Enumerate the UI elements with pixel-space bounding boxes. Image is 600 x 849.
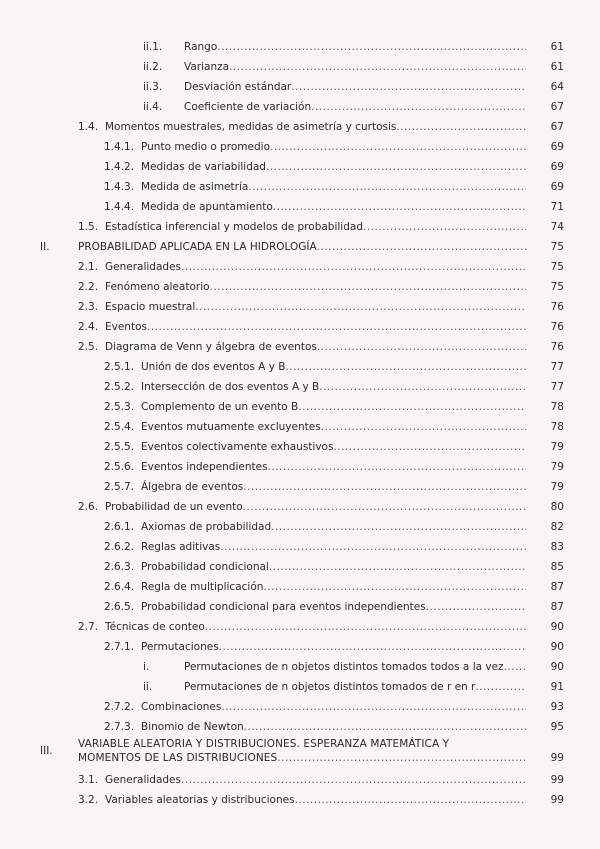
toc-entry-title-line1: VARIABLE ALEATORIA Y DISTRIBUCIONES. ESPERANZA MATEMÁTICA Y xyxy=(78,738,450,750)
toc-entry[interactable] xyxy=(0,720,600,734)
toc-entry[interactable] xyxy=(0,640,600,654)
toc-entry-page: 85 xyxy=(550,561,564,573)
toc-entry[interactable] xyxy=(0,360,600,374)
toc-entry-number: 1.4.4. xyxy=(104,201,135,213)
toc-entry-page: 61 xyxy=(550,41,564,53)
dot-leader xyxy=(321,420,526,434)
toc-entry-page: 90 xyxy=(550,641,564,653)
toc-entry[interactable] xyxy=(0,300,600,314)
toc-entry-number: 2.5.3. xyxy=(104,401,135,413)
toc-entry-number: 2.6.4. xyxy=(104,581,135,593)
toc-entry-number: ii. xyxy=(143,681,153,693)
toc-entry-number: 1.4.2. xyxy=(104,161,135,173)
toc-entry-page: 99 xyxy=(550,752,564,764)
dot-leader xyxy=(147,320,526,334)
dot-leader xyxy=(217,40,526,54)
toc-entry-title: Probabilidad condicional para eventos independientes xyxy=(141,601,426,613)
toc-entry[interactable] xyxy=(0,140,600,154)
toc-entry-page: 93 xyxy=(550,701,564,713)
toc-entry-number: 2.5.4. xyxy=(104,421,135,433)
dot-leader xyxy=(319,380,526,394)
toc-entry-number: 2.7.1. xyxy=(104,641,135,653)
dot-leader xyxy=(475,680,526,694)
toc-entry[interactable] xyxy=(0,580,600,594)
dot-leader xyxy=(277,751,526,765)
toc-entry[interactable] xyxy=(0,420,600,434)
toc-entry-title: Combinaciones xyxy=(141,701,222,713)
toc-entry-page: 76 xyxy=(550,301,564,313)
toc-entry-page: 79 xyxy=(550,461,564,473)
toc-entry-page: 74 xyxy=(550,221,564,233)
toc-entry-title: Permutaciones de n objetos distintos tomados de r en r xyxy=(184,681,476,693)
toc-entry[interactable] xyxy=(0,700,600,714)
dot-leader xyxy=(181,773,526,787)
toc-entry-title: Axiomas de probabilidad xyxy=(141,521,272,533)
dot-leader xyxy=(311,100,526,114)
toc-entry-title: Álgebra de eventos xyxy=(141,481,244,493)
toc-entry-title: Complemento de un evento B xyxy=(141,401,299,413)
toc-entry-title: Generalidades xyxy=(105,261,181,273)
toc-entry[interactable] xyxy=(0,320,600,334)
dot-leader xyxy=(317,240,526,254)
dot-leader xyxy=(243,500,526,514)
dot-leader xyxy=(363,220,526,234)
toc-entry-page: 77 xyxy=(550,381,564,393)
toc-entry[interactable] xyxy=(0,220,600,234)
toc-entry[interactable] xyxy=(0,460,600,474)
toc-entry-page: 78 xyxy=(550,401,564,413)
toc-entry-title: Intersección de dos eventos A y B xyxy=(141,381,320,393)
toc-entry[interactable] xyxy=(0,260,600,274)
toc-entry[interactable] xyxy=(0,560,600,574)
toc-entry-number: 2.3. xyxy=(78,301,99,313)
toc-entry-page: 87 xyxy=(550,581,564,593)
toc-entry-number: 2.5. xyxy=(78,341,99,353)
toc-entry-number: 2.5.1. xyxy=(104,361,135,373)
toc-entry[interactable] xyxy=(0,480,600,494)
toc-entry[interactable] xyxy=(0,600,600,614)
toc-entry-page: 87 xyxy=(550,601,564,613)
dot-leader xyxy=(263,580,526,594)
toc-entry-title: Espacio muestral xyxy=(105,301,196,313)
toc-entry[interactable] xyxy=(0,793,600,807)
toc-entry[interactable] xyxy=(0,180,600,194)
toc-entry-title: Técnicas de conteo xyxy=(105,621,205,633)
toc-entry-title: Permutaciones de n objetos distintos tomados todos a la vez xyxy=(184,661,504,673)
dot-leader xyxy=(221,700,526,714)
toc-entry-page: 75 xyxy=(550,261,564,273)
toc-entry-number: 1.4.3. xyxy=(104,181,135,193)
toc-entry-title: Regla de multiplicación xyxy=(141,581,264,593)
toc-entry[interactable] xyxy=(0,160,600,174)
toc-entry-number: i. xyxy=(143,661,150,673)
toc-entry-title: Probabilidad condicional xyxy=(141,561,269,573)
toc-entry-title: Binomio de Newton xyxy=(141,721,244,733)
toc-entry-number: 2.2. xyxy=(78,281,99,293)
toc-entry[interactable] xyxy=(0,500,600,514)
toc-entry-title: Probabilidad de un evento xyxy=(105,501,243,513)
toc-entry[interactable] xyxy=(0,60,600,74)
toc-entry-page: 64 xyxy=(550,81,564,93)
toc-entry-number: 2.6. xyxy=(78,501,99,513)
toc-entry-page: 95 xyxy=(550,721,564,733)
toc-entry-number: ii.4. xyxy=(143,101,163,113)
toc-entry-number: 2.4. xyxy=(78,321,99,333)
toc-entry-number: 2.5.5. xyxy=(104,441,135,453)
toc-entry[interactable] xyxy=(0,660,600,674)
toc-entry-title-line2: MOMENTOS DE LAS DISTRIBUCIONES xyxy=(78,752,278,764)
toc-entry-page: 76 xyxy=(550,321,564,333)
toc-entry-title: Medida de asimetría xyxy=(141,181,249,193)
dot-leader xyxy=(273,200,526,214)
dot-leader xyxy=(271,520,526,534)
toc-entry-title: Coeficiente de variación xyxy=(184,101,312,113)
toc-entry-number: 2.7.3. xyxy=(104,721,135,733)
toc-entry[interactable] xyxy=(0,440,600,454)
toc-entry-page: 75 xyxy=(550,241,564,253)
toc-entry-number: 1.4.1. xyxy=(104,141,135,153)
dot-leader xyxy=(205,620,526,634)
toc-entry[interactable] xyxy=(0,280,600,294)
toc-entry-number: 2.6.1. xyxy=(104,521,135,533)
toc-entry[interactable] xyxy=(0,620,600,634)
toc-entry-number: 3.1. xyxy=(78,774,99,786)
toc-entry-number: 2.6.3. xyxy=(104,561,135,573)
toc-entry-page: 91 xyxy=(550,681,564,693)
toc-entry[interactable] xyxy=(0,120,600,134)
dot-leader xyxy=(181,260,526,274)
toc-entry-page: 99 xyxy=(550,774,564,786)
toc-entry-title: Unión de dos eventos A y B xyxy=(141,361,286,373)
toc-entry-title: Generalidades xyxy=(105,774,181,786)
toc-entry[interactable] xyxy=(0,200,600,214)
toc-entry-title: Permutaciones xyxy=(141,641,219,653)
toc-entry[interactable] xyxy=(0,380,600,394)
dot-leader xyxy=(504,660,526,674)
toc-entry-title: Eventos independientes xyxy=(141,461,268,473)
toc-entry-page: 90 xyxy=(550,621,564,633)
toc-entry-page: 69 xyxy=(550,141,564,153)
toc-entry-page: 82 xyxy=(550,521,564,533)
toc-entry-title: Eventos colectivamente exhaustivos xyxy=(141,441,334,453)
toc-entry-page: 69 xyxy=(550,161,564,173)
dot-leader xyxy=(210,280,526,294)
toc-entry-title: Eventos xyxy=(105,321,147,333)
toc-entry-number: 2.5.2. xyxy=(104,381,135,393)
toc-entry-title: Momentos muestrales, medidas de asimetría y curtosis xyxy=(105,121,397,133)
dot-leader xyxy=(270,140,526,154)
dot-leader xyxy=(317,340,526,354)
toc-entry-title: Diagrama de Venn y álgebra de eventos xyxy=(105,341,317,353)
toc-entry-title: Eventos mutuamente excluyentes xyxy=(141,421,321,433)
toc-entry-page: 79 xyxy=(550,481,564,493)
toc-entry-title: Medidas de variabilidad xyxy=(141,161,266,173)
toc-entry-page: 75 xyxy=(550,281,564,293)
toc-entry-title: Fenómeno aleatorio xyxy=(105,281,210,293)
toc-entry[interactable] xyxy=(0,40,600,54)
toc-entry[interactable] xyxy=(0,680,600,694)
dot-leader xyxy=(269,560,526,574)
toc-entry-number: 2.7.2. xyxy=(104,701,135,713)
toc-entry-title: Medida de apuntamiento xyxy=(141,201,273,213)
toc-entry-title: Reglas aditivas xyxy=(141,541,221,553)
toc-entry-number: ii.2. xyxy=(143,61,163,73)
dot-leader xyxy=(195,300,526,314)
toc-entry-page: 99 xyxy=(550,794,564,806)
dot-leader xyxy=(219,640,526,654)
toc-entry-number: 1.5. xyxy=(78,221,99,233)
toc-entry-page: 90 xyxy=(550,661,564,673)
toc-entry-title: PROBABILIDAD APLICADA EN LA HIDROLOGÍA xyxy=(78,241,317,253)
dot-leader xyxy=(220,540,526,554)
toc-entry-page: 83 xyxy=(550,541,564,553)
toc-entry-page: 79 xyxy=(550,441,564,453)
toc-entry-number: 3.2. xyxy=(78,794,99,806)
toc-entry-page: 78 xyxy=(550,421,564,433)
toc-entry-page: 71 xyxy=(550,201,564,213)
toc-entry-title: Rango xyxy=(184,41,218,53)
toc-entry-number: 2.5.7. xyxy=(104,481,135,493)
toc-entry-number: ii.3. xyxy=(143,81,163,93)
dot-leader xyxy=(291,80,526,94)
toc-entry-page: 76 xyxy=(550,341,564,353)
toc-entry-number: 2.7. xyxy=(78,621,99,633)
toc-entry-number: 2.5.6. xyxy=(104,461,135,473)
dot-leader xyxy=(285,360,526,374)
toc-entry[interactable] xyxy=(0,520,600,534)
dot-leader xyxy=(396,120,526,134)
toc-entry-title: Punto medio o promedio xyxy=(141,141,270,153)
dot-leader xyxy=(229,60,526,74)
toc-entry[interactable] xyxy=(0,738,600,764)
toc-entry-page: 77 xyxy=(550,361,564,373)
toc-entry-number: II. xyxy=(40,241,50,253)
dot-leader xyxy=(333,440,526,454)
dot-leader xyxy=(426,600,526,614)
dot-leader xyxy=(244,720,526,734)
toc-entry-title: Varianza xyxy=(184,61,230,73)
toc-entry-title: Variables aleatorias y distribuciones xyxy=(105,794,295,806)
toc-entry-title: Estadística inferencial y modelos de probabilidad xyxy=(105,221,363,233)
toc-entry[interactable] xyxy=(0,100,600,114)
toc-entry-page: 67 xyxy=(550,101,564,113)
toc-entry[interactable] xyxy=(0,340,600,354)
toc-entry-number: ii.1. xyxy=(143,41,163,53)
dot-leader xyxy=(243,480,526,494)
toc-entry-number: 2.1. xyxy=(78,261,99,273)
toc-entry[interactable] xyxy=(0,540,600,554)
dot-leader xyxy=(268,460,526,474)
toc-entry-title: Desviación estándar xyxy=(184,81,292,93)
toc-entry-page: 61 xyxy=(550,61,564,73)
toc-entry-number: 2.6.2. xyxy=(104,541,135,553)
toc-entry[interactable] xyxy=(0,80,600,94)
dot-leader xyxy=(295,793,526,807)
toc-entry[interactable] xyxy=(0,400,600,414)
dot-leader xyxy=(266,160,526,174)
toc-entry-number: 2.6.5. xyxy=(104,601,135,613)
toc-entry[interactable] xyxy=(0,240,600,254)
toc-entry-number: 1.4. xyxy=(78,121,99,133)
toc-entry[interactable] xyxy=(0,773,600,787)
dot-leader xyxy=(298,400,526,414)
dot-leader xyxy=(248,180,526,194)
toc-entry-page: 80 xyxy=(550,501,564,513)
toc-entry-number: III. xyxy=(40,745,53,757)
toc-entry-page: 69 xyxy=(550,181,564,193)
toc-entry-page: 67 xyxy=(550,121,564,133)
